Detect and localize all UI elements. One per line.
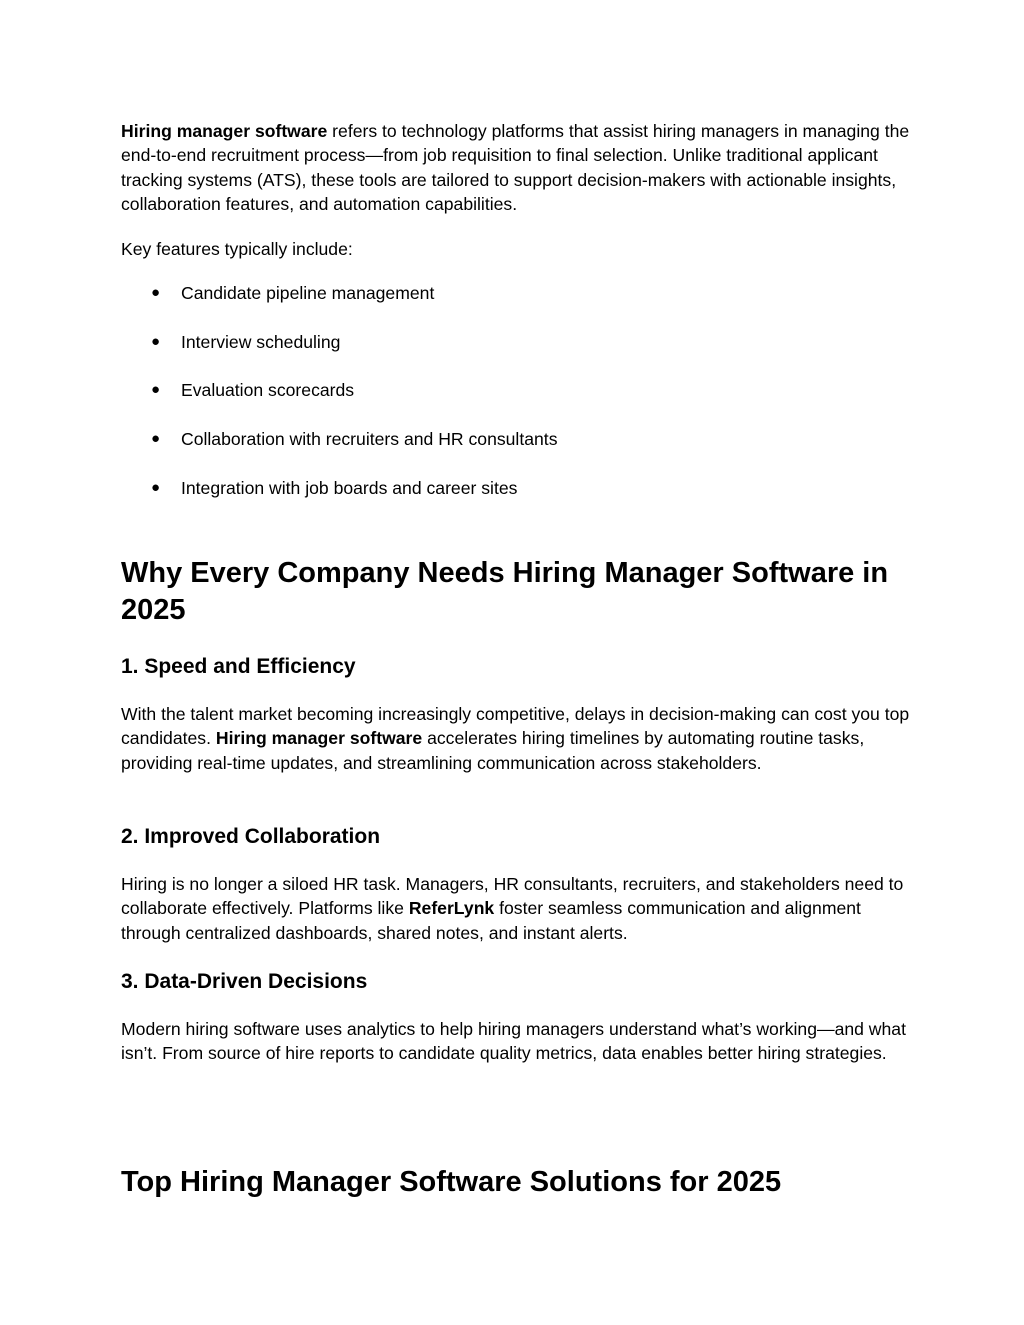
list-item-text: Evaluation scorecards <box>181 380 355 401</box>
speed-paragraph <box>121 702 911 775</box>
bullet-icon: ● <box>151 381 161 399</box>
list-item-text: Integration with job boards and career sites <box>181 477 518 498</box>
list-item <box>121 281 911 330</box>
speed-text-b: accelerates hiring timelines by automating routine tasks, providing real-time updates, and streamlining communication across stakeholders. <box>121 728 865 773</box>
speed-text-a: With the talent market becoming increasingly competitive, delays in decision-making can cost you top candidates. <box>121 704 910 749</box>
subheading-speed: 1. Speed and Efficiency <box>121 655 356 678</box>
data-paragraph: Modern hiring software uses analytics to help hiring managers understand what’s working—and what isn’t. From source of hire reports to candidate quality metrics, data enables better hiring strategies. <box>121 1019 906 1064</box>
collaboration-paragraph <box>121 872 911 945</box>
bullet-icon: ● <box>151 284 161 301</box>
collab-bold-term: ReferLynk <box>408 898 495 919</box>
list-item <box>121 427 911 476</box>
collab-text-b: foster seamless communication and alignment through centralized dashboards, shared notes, and instant alerts. <box>121 898 861 943</box>
bullet-icon: ● <box>151 430 161 448</box>
intro-text: refers to technology platforms that assist hiring managers in managing the end-to-end recruitment process—from job requisition to final selection. Unlike traditional applicant tracking systems (ATS), these tools are tailored to support decision-makers with actionable insights, collaboration features, and automation capabilities. <box>121 121 910 214</box>
subheading-data: 3. Data-Driven Decisions <box>121 970 368 993</box>
list-item-text: Candidate pipeline management <box>181 283 435 303</box>
section-heading-why: Why Every Company Needs Hiring Manager Software in 2025 <box>121 557 889 626</box>
list-item <box>121 378 911 427</box>
bullet-icon: ● <box>151 478 161 496</box>
bullet-icon: ● <box>151 332 161 350</box>
list-item <box>121 476 911 525</box>
features-list <box>121 281 911 524</box>
list-item-text: Interview scheduling <box>181 331 341 352</box>
intro-paragraph <box>121 119 911 216</box>
collab-text-a: Hiring is no longer a siloed HR task. Managers, HR consultants, recruiters, and stakeholders need to collaborate effectively. Platforms like <box>121 874 904 919</box>
section-heading-top: Top Hiring Manager Software Solutions for 2025 <box>121 1166 782 1198</box>
features-intro: Key features typically include: <box>121 239 353 259</box>
list-item-text: Collaboration with recruiters and HR consultants <box>181 429 558 450</box>
intro-bold-term: Hiring manager software <box>121 121 328 141</box>
speed-bold-term: Hiring manager software <box>215 728 423 749</box>
list-item <box>121 330 911 379</box>
subheading-collaboration: 2. Improved Collaboration <box>121 825 381 848</box>
